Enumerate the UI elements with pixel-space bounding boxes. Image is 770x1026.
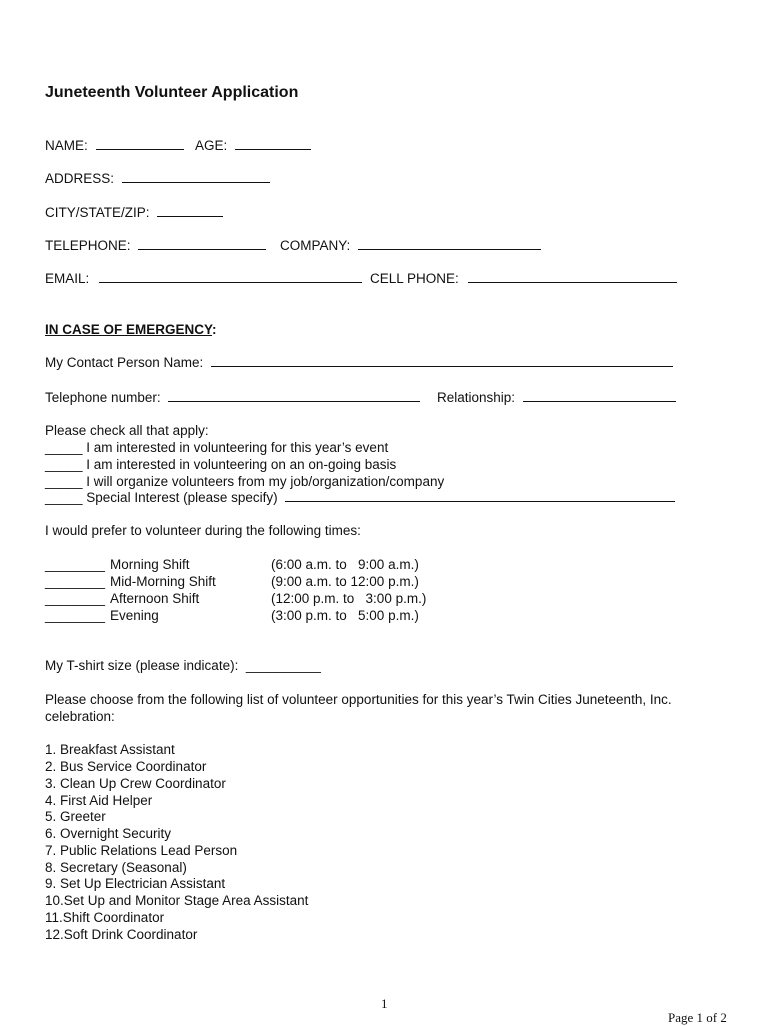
city-state-zip-input-line[interactable] [157, 205, 223, 217]
page-number: 1 [381, 996, 388, 1011]
tshirt-size-field[interactable]: My T-shirt size (please indicate): __________ [45, 658, 321, 673]
shift-name: Evening [110, 608, 159, 623]
cell-phone-label: CELL PHONE: [370, 271, 459, 286]
telephone-field [45, 238, 266, 253]
special-interest-label[interactable]: _____ Special Interest (please specify) [45, 490, 278, 505]
contact-person-label: My Contact Person Name: [45, 355, 204, 370]
opportunity-item: 11.Shift Coordinator [45, 910, 165, 925]
cell-phone-field [370, 271, 677, 286]
shift-blank[interactable]: ________ [45, 591, 106, 606]
emergency-telephone-input-line[interactable] [168, 390, 420, 402]
shift-time: (12:00 p.m. to 3:00 p.m.) [271, 591, 427, 606]
opportunity-item: 8. Secretary (Seasonal) [45, 860, 187, 875]
contact-person-input-line[interactable] [211, 355, 673, 367]
shift-time: (6:00 a.m. to 9:00 a.m.) [271, 557, 419, 572]
times-intro: I would prefer to volunteer during the following times: [45, 523, 361, 538]
opportunity-item: 9. Set Up Electrician Assistant [45, 876, 226, 891]
opportunity-item: 12.Soft Drink Coordinator [45, 927, 198, 942]
shift-name: Mid-Morning Shift [110, 574, 216, 589]
shift-blank[interactable]: ________ [45, 574, 106, 589]
relationship-input-line[interactable] [523, 390, 676, 402]
opportunity-item: 7. Public Relations Lead Person [45, 843, 238, 858]
name-label: NAME: [45, 138, 88, 153]
emergency-telephone-label: Telephone number: [45, 390, 161, 405]
name-field [45, 138, 184, 153]
check-item[interactable]: _____ I am interested in volunteering for this year’s event [45, 440, 389, 455]
city-state-zip-field [45, 205, 223, 220]
shift-time: (3:00 p.m. to 5:00 p.m.) [271, 608, 419, 623]
page-title: Juneteenth Volunteer Application [45, 84, 299, 101]
opportunity-item: 4. First Aid Helper [45, 793, 153, 808]
opportunity-item: 10.Set Up and Monitor Stage Area Assistant [45, 893, 309, 908]
shift-name: Morning Shift [110, 557, 190, 572]
cell-phone-input-line[interactable] [468, 271, 677, 283]
address-label: ADDRESS: [45, 171, 115, 186]
shift-blank[interactable]: ________ [45, 557, 106, 572]
opportunity-item: 6. Overnight Security [45, 826, 172, 841]
special-interest-input-line[interactable] [285, 490, 675, 502]
company-input-line[interactable] [358, 238, 541, 250]
company-field [280, 238, 541, 253]
relationship-field [437, 390, 676, 405]
address-field [45, 171, 270, 186]
opportunity-item: 2. Bus Service Coordinator [45, 759, 207, 774]
opportunity-item: 1. Breakfast Assistant [45, 742, 175, 757]
opportunities-intro-line2: celebration: [45, 709, 115, 724]
opportunity-item: 5. Greeter [45, 809, 106, 824]
opportunity-item: 3. Clean Up Crew Coordinator [45, 776, 226, 791]
age-input-line[interactable] [235, 138, 311, 150]
shift-time: (9:00 a.m. to 12:00 p.m.) [271, 574, 419, 589]
email-label: EMAIL: [45, 271, 90, 286]
company-label: COMPANY: [280, 238, 351, 253]
shift-name: Afternoon Shift [110, 591, 200, 606]
age-label: AGE: [195, 138, 228, 153]
page-of-indicator: Page 1 of 2 [668, 1010, 727, 1025]
check-item-special-interest [45, 490, 675, 505]
telephone-input-line[interactable] [138, 238, 266, 250]
telephone-label: TELEPHONE: [45, 238, 131, 253]
address-input-line[interactable] [122, 171, 270, 183]
emergency-heading [45, 322, 217, 337]
age-field [195, 138, 311, 153]
emergency-heading-text: IN CASE OF EMERGENCY [45, 322, 213, 337]
check-item[interactable]: _____ I will organize volunteers from my job/organization/company [45, 474, 445, 489]
name-input-line[interactable] [96, 138, 184, 150]
check-item[interactable]: _____ I am interested in volunteering on an on-going basis [45, 457, 397, 472]
city-state-zip-label: CITY/STATE/ZIP: [45, 205, 150, 220]
relationship-label: Relationship: [437, 390, 516, 405]
emergency-heading-colon: : [212, 322, 217, 337]
email-field [45, 271, 362, 286]
email-input-line[interactable] [99, 271, 362, 283]
check-intro: Please check all that apply: [45, 423, 209, 438]
shift-blank[interactable]: ________ [45, 608, 106, 623]
emergency-telephone-field [45, 390, 420, 405]
contact-person-field [45, 355, 673, 370]
opportunities-intro-line1: Please choose from the following list of volunteer opportunities for this year’s Twin Cities Juneteenth, Inc. [45, 692, 672, 707]
